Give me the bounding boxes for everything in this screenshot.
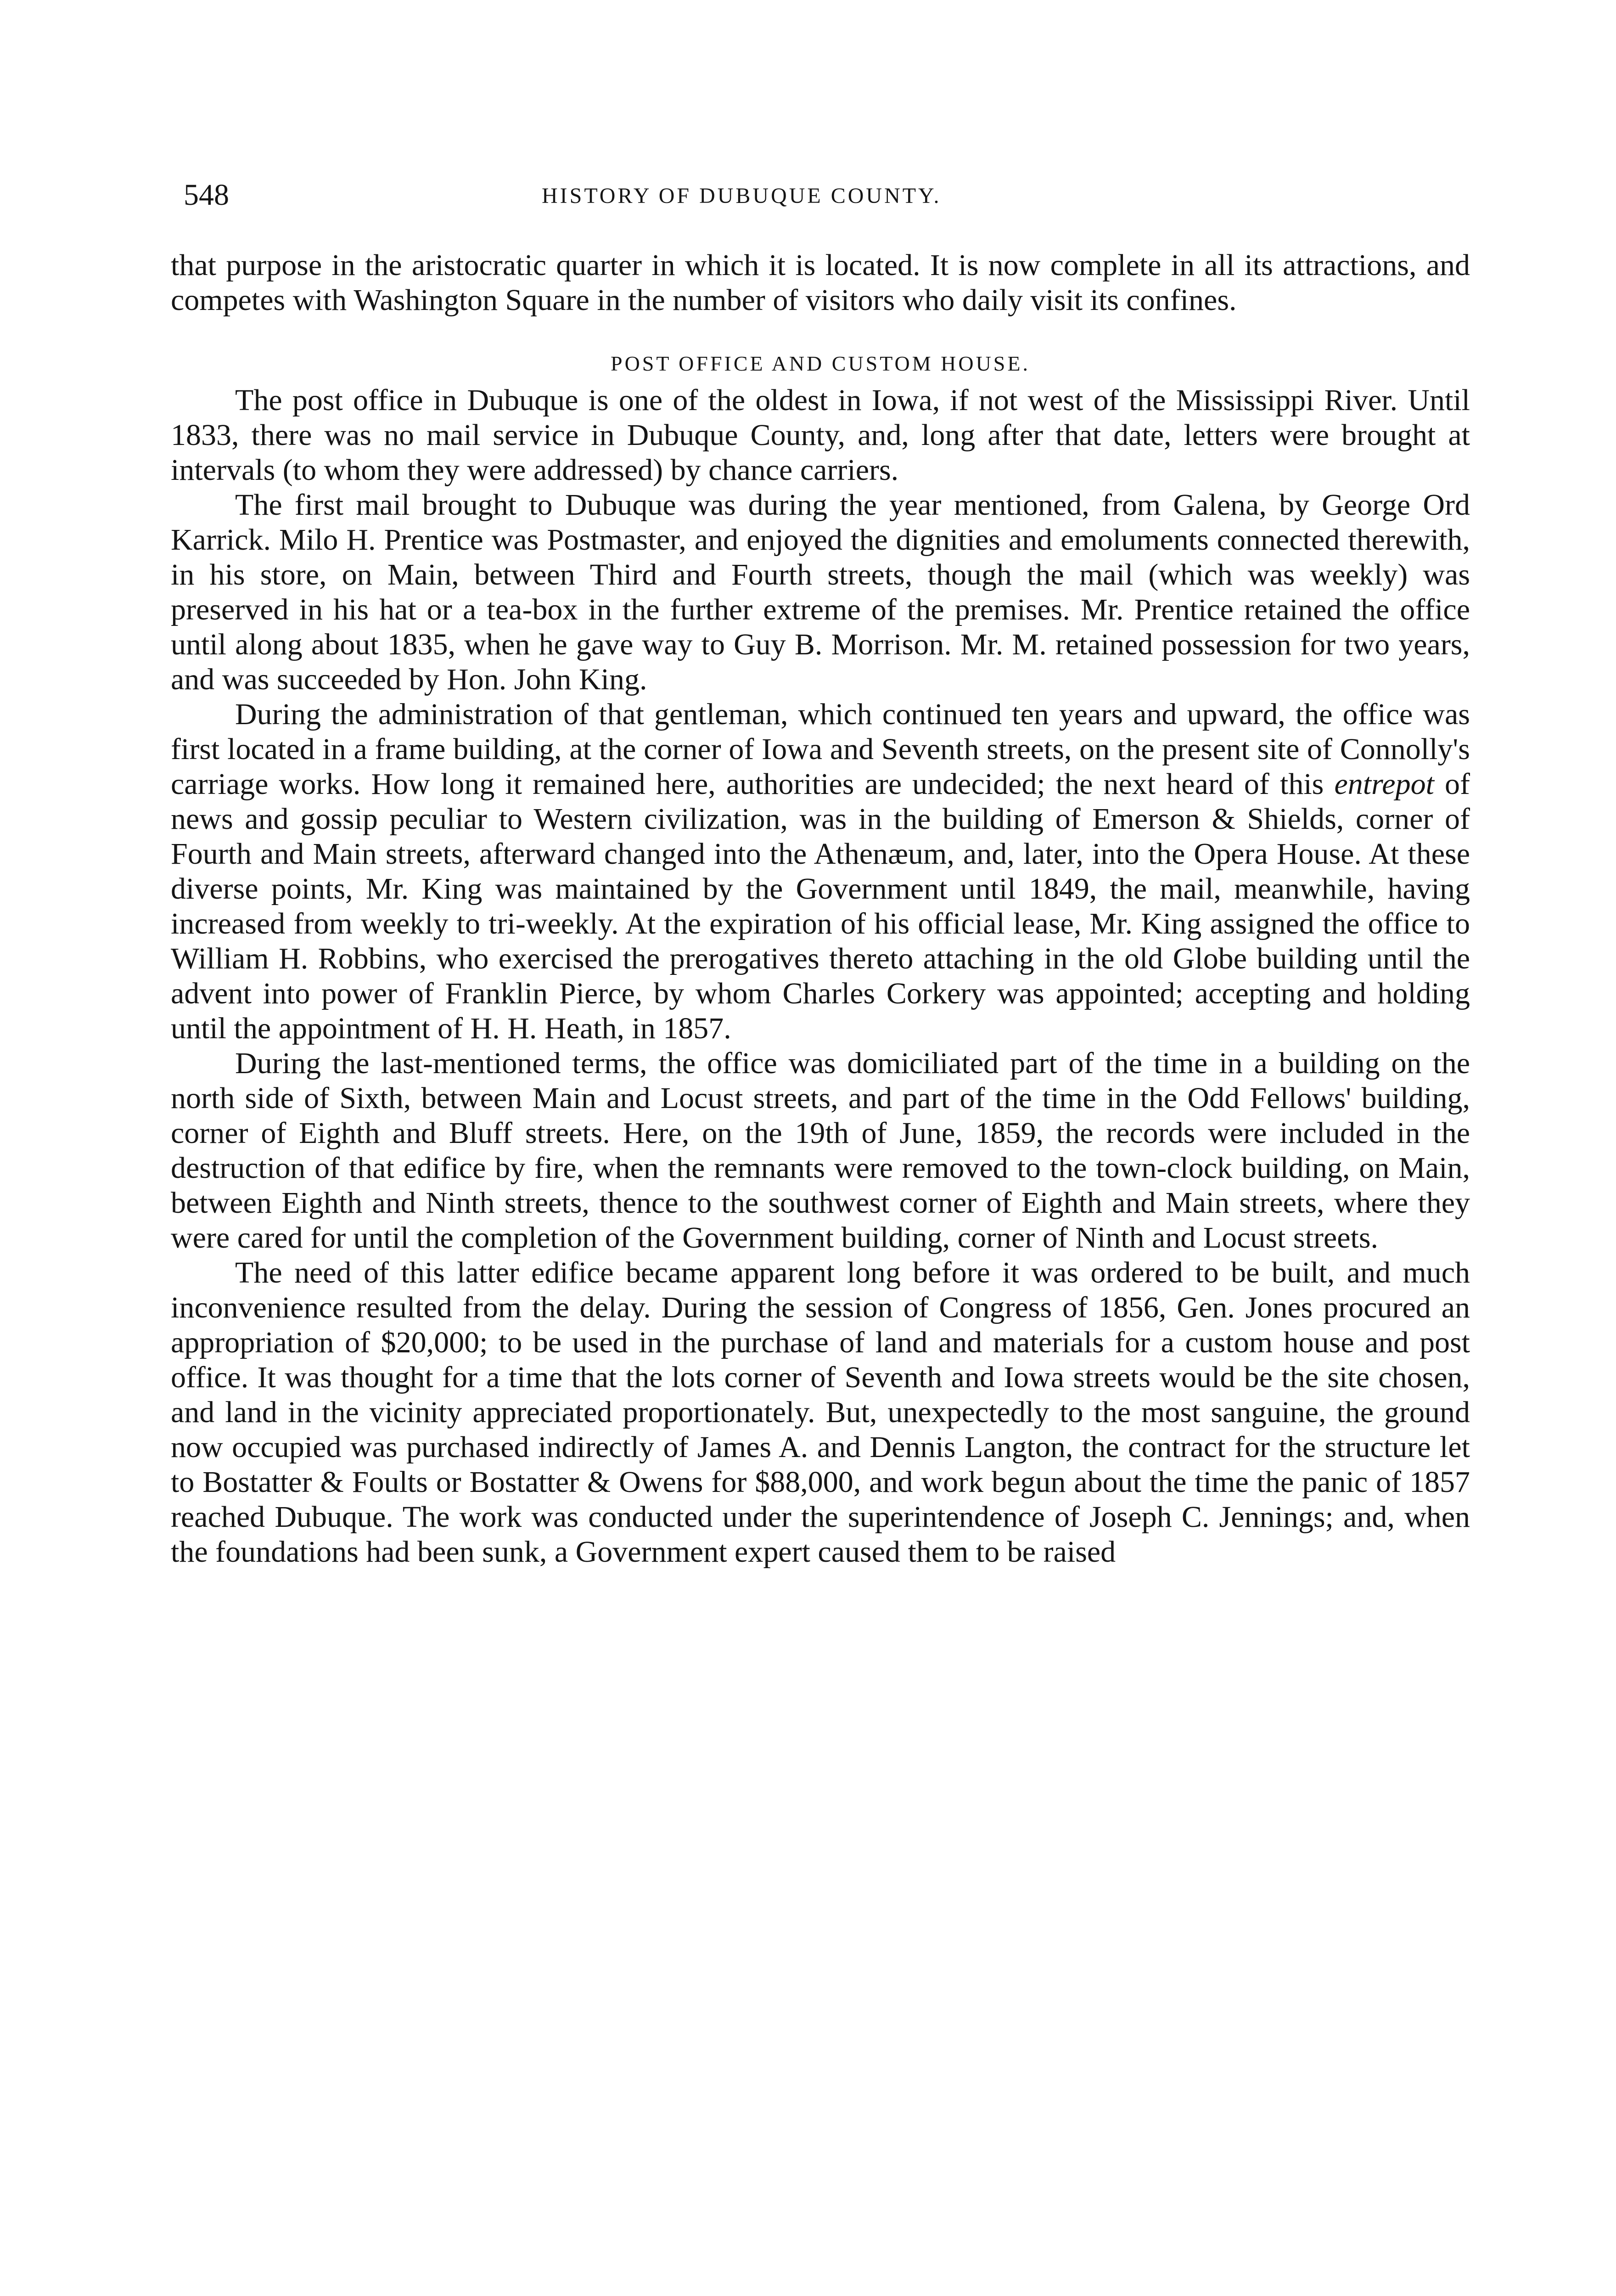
running-title: HISTORY OF DUBUQUE COUNTY. bbox=[542, 184, 942, 208]
paragraph-administration-part-2: of news and gossip peculiar to Western civilization, was in the building of Emerson & Shields, corner of Fourth and Main streets, afterward changed into the Athenæum, and, later, into the Opera House. At these diverse points, Mr. King was maintained by the Government until 1849, the mail, meanwhile, having increased from weekly to tri-weekly. At the expiration of his official lease, Mr. King assigned the office to William H. Robbins, who exercised the prerogatives thereto attaching in the old Globe building until the advent into power of Franklin Pierce, by whom Charles Corkery was appointed; accepting and holding until the appointment of H. H. Heath, in 1857. bbox=[171, 767, 1470, 1045]
italic-term-entrepot: entrepot bbox=[1334, 767, 1434, 801]
paragraph-administration bbox=[171, 697, 1470, 1046]
paragraph-government-building: The need of this latter edifice became apparent long before it was ordered to be built, and much inconvenience resulted from the delay. During the session of Congress of 1856, Gen. Jones procured an appropriation of $20,000; to be used in the purchase of land and materials for a custom house and post office. It was thought for a time that the lots corner of Seventh and Iowa streets would be the site chosen, and land in the vicinity appreciated proportionately. But, unexpectedly to the most sanguine, the ground now occupied was purchased indirectly of James A. and Dennis Langton, the contract for the structure let to Bostatter & Foults or Bostatter & Owens for $88,000, and work begun about the time the panic of 1857 reached Dubuque. The work was conducted under the superintendence of Joseph C. Jennings; and, when the foundations had been sunk, a Government expert caused them to be raised bbox=[171, 1256, 1470, 1569]
paragraph-last-mentioned-terms: During the last-mentioned terms, the office was domiciliated part of the time in a building on the north side of Sixth, between Main and Locust streets, and part of the time in the Odd Fellows' building, corner of Eighth and Bluff streets. Here, on the 19th of June, 1859, the records were included in the destruction of that edifice by fire, when the remnants were removed to the town-clock building, on Main, between Eighth and Ninth streets, thence to the southwest corner of Eighth and Main streets, where they were cared for until the completion of the Government building, corner of Ninth and Locust streets. bbox=[171, 1047, 1470, 1255]
paragraph-administration-part-1: During the administration of that gentleman, which continued ten years and upward, the office was first located in a frame building, at the corner of Iowa and Seventh streets, on the present site of Connolly's carriage works. How long it remained here, authorities are undecided; the next heard of this bbox=[171, 698, 1470, 801]
opening-paragraph: that purpose in the aristocratic quarter in which it is located. It is now complete in all its attractions, and competes with Washington Square in the number of visitors who daily visit its confines. bbox=[171, 248, 1470, 317]
paragraph-post-office-origin: The post office in Dubuque is one of the oldest in Iowa, if not west of the Mississippi River. Until 1833, there was no mail service in Dubuque County, and, long after that date, letters were brought at intervals (to whom they were addressed) by chance carriers. bbox=[171, 383, 1470, 487]
running-head bbox=[184, 179, 1474, 211]
page-number: 548 bbox=[184, 178, 229, 212]
section-heading: POST OFFICE AND CUSTOM HOUSE. bbox=[611, 352, 1030, 375]
body-text bbox=[171, 248, 1470, 1570]
paragraph-first-mail: The first mail brought to Dubuque was during the year mentioned, from Galena, by George Ord Karrick. Milo H. Prentice was Postmaster, and enjoyed the dignities and emoluments connected therewith, in his store, on Main, between Third and Fourth streets, though the mail (which was weekly) was preserved in his hat or a tea-box in the further extreme of the premises. Mr. Prentice retained the office until along about 1835, when he gave way to Guy B. Morrison. Mr. M. retained possession for two years, and was succeeded by Hon. John King. bbox=[171, 488, 1470, 696]
